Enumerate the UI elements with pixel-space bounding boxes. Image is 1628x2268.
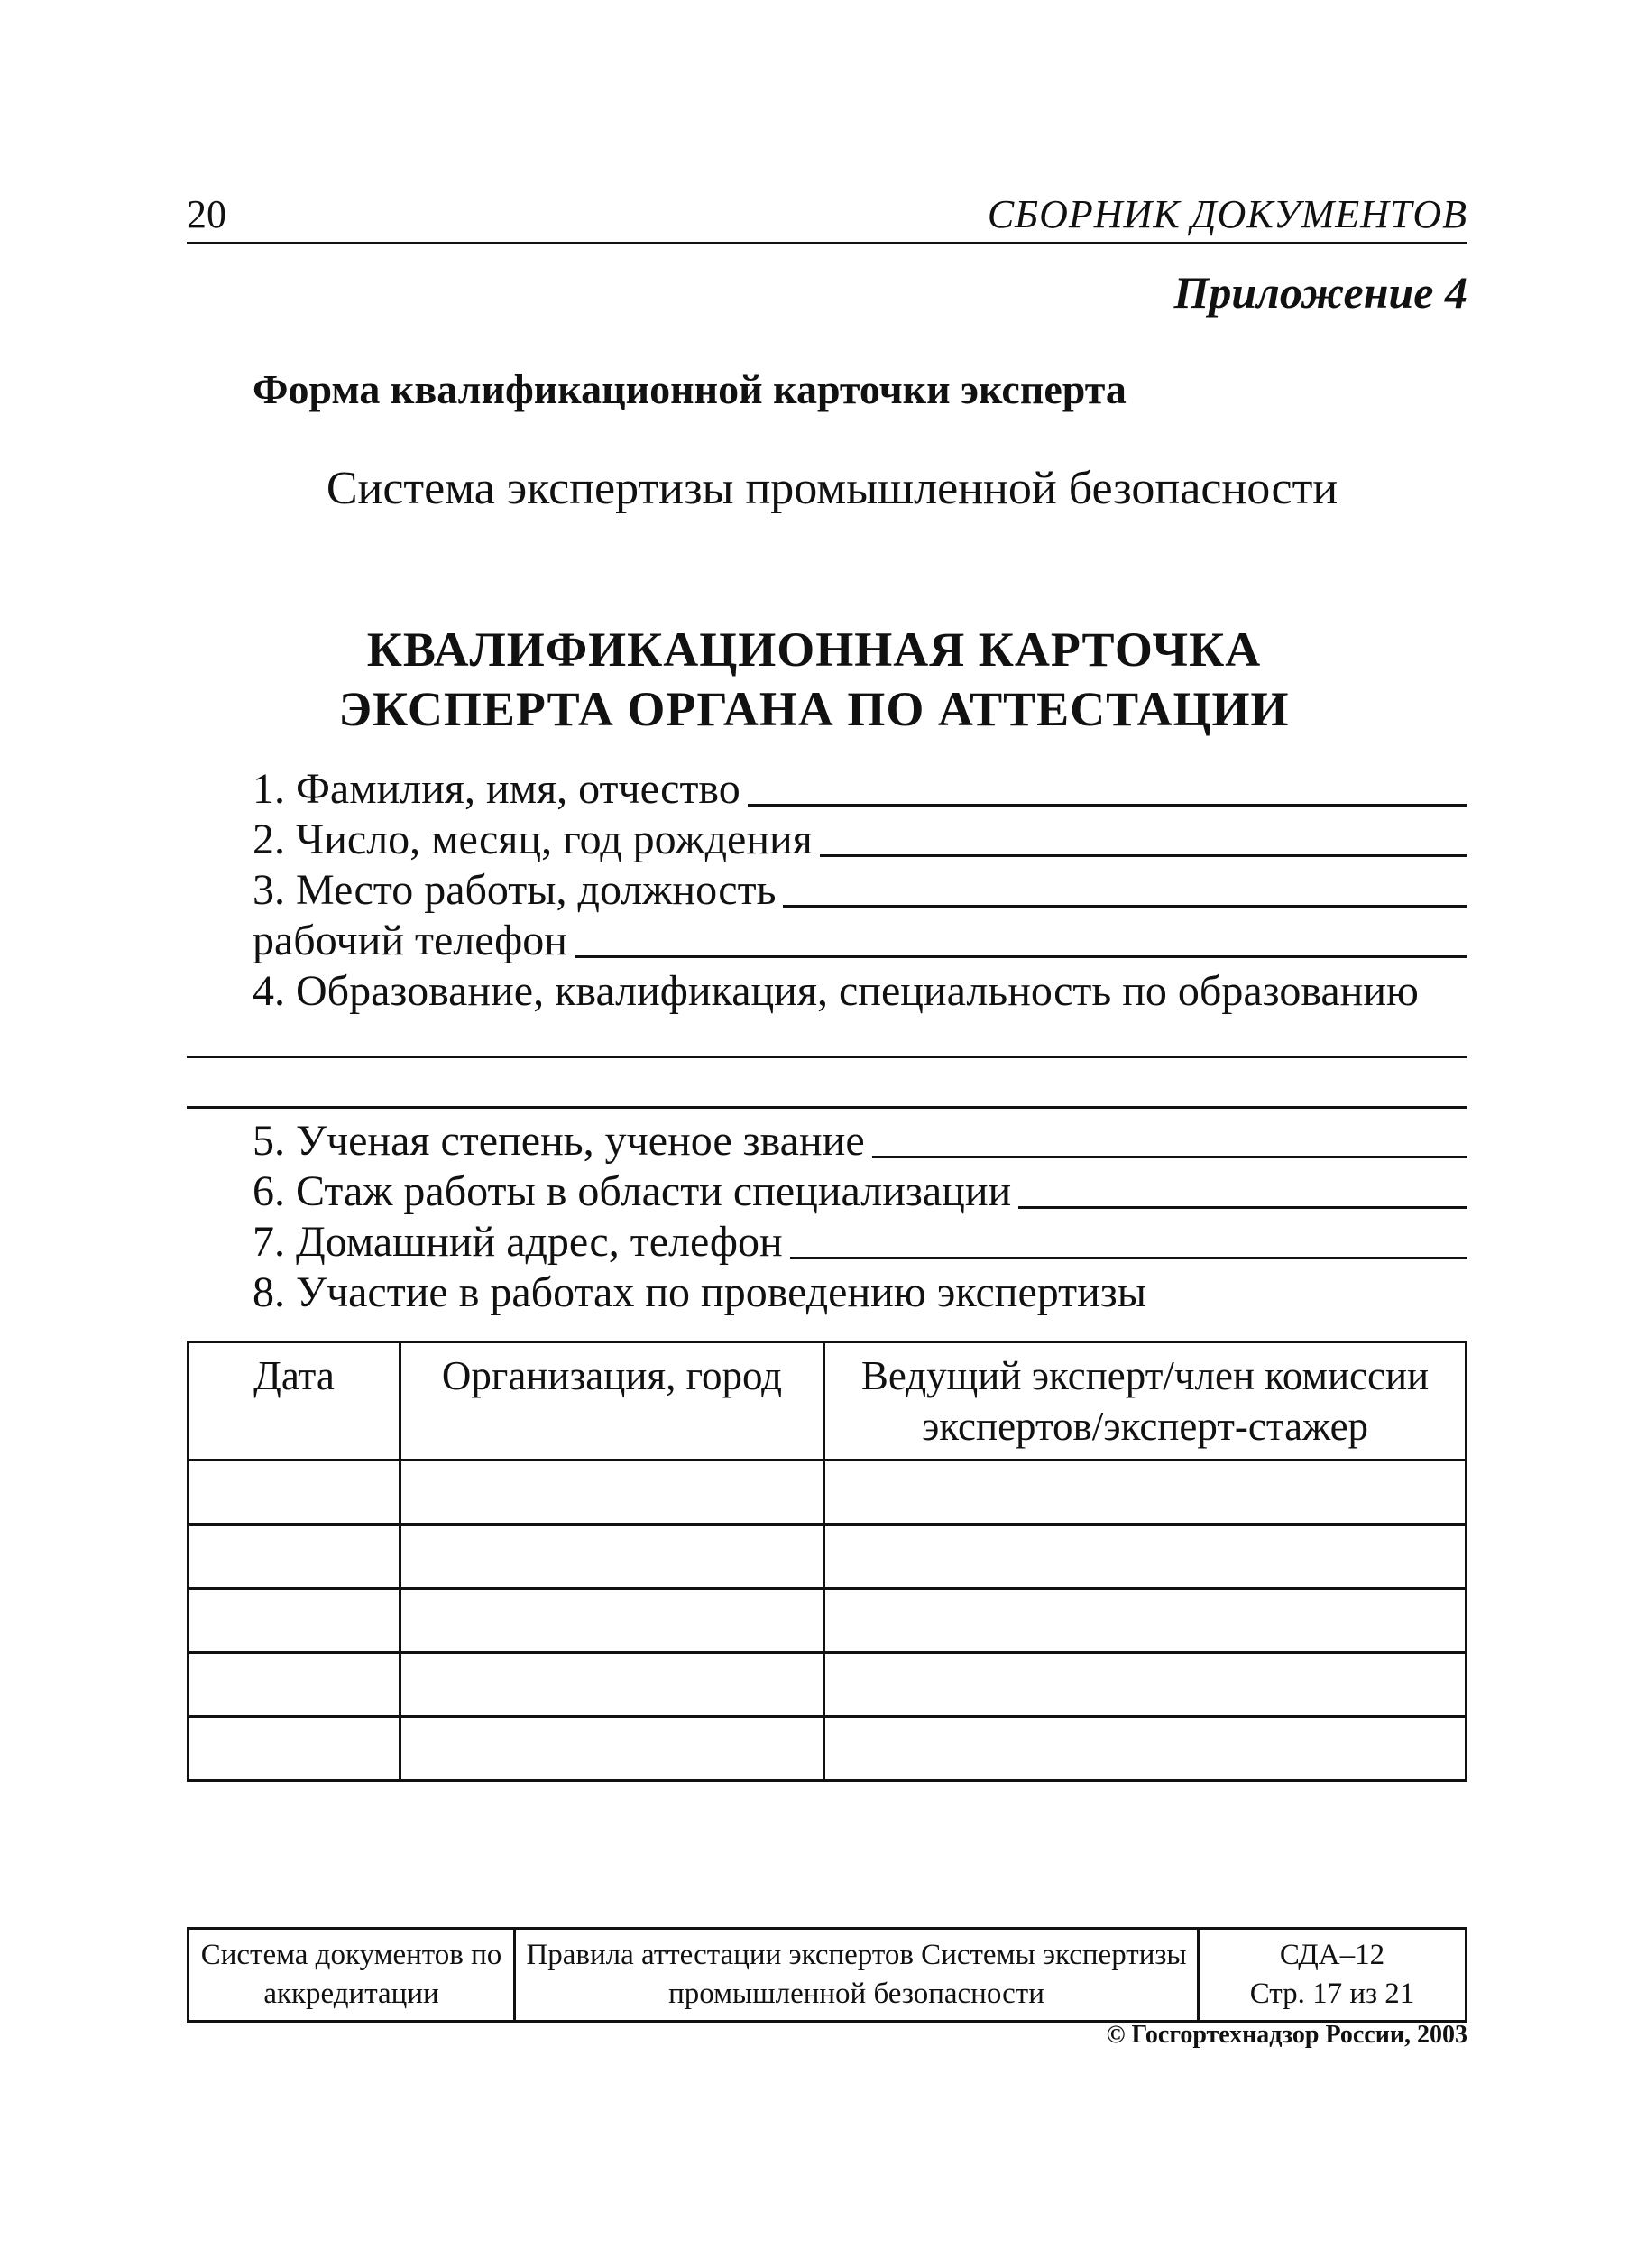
- fill-line: [575, 954, 1467, 958]
- fill-line: [1018, 1205, 1467, 1209]
- table-row: [189, 1717, 1467, 1781]
- header-rule: [187, 242, 1467, 244]
- table-header-row: [189, 1342, 1467, 1461]
- table-cell[interactable]: [400, 1589, 824, 1653]
- field-experience[interactable]: [253, 1162, 1467, 1216]
- field-label: рабочий телефон: [253, 917, 567, 964]
- field-label: 2. Число, месяц, год рождения: [253, 816, 813, 863]
- participation-table: [187, 1341, 1467, 1782]
- card-title: [0, 621, 1628, 740]
- field-participation: [253, 1263, 1467, 1317]
- field-label: 7. Домашний адрес, телефон: [253, 1218, 783, 1266]
- column-header-date: Дата: [189, 1342, 400, 1461]
- field-workplace[interactable]: [253, 861, 1467, 915]
- copyright: © Госгортехнадзор России, 2003: [1106, 2021, 1467, 2049]
- footer-document-system: Система документов по аккредитации: [189, 1929, 515, 2022]
- education-fill-line-1[interactable]: [187, 1056, 1467, 1058]
- running-title: СБОРНИК ДОКУМЕНТОВ: [987, 192, 1467, 236]
- table-row: [189, 1461, 1467, 1525]
- table-cell[interactable]: [189, 1717, 400, 1781]
- fill-line: [790, 1256, 1467, 1259]
- field-home-address[interactable]: [253, 1212, 1467, 1267]
- field-label: 3. Место работы, должность: [253, 866, 777, 914]
- table-cell[interactable]: [824, 1525, 1467, 1589]
- table-cell[interactable]: [189, 1525, 400, 1589]
- form-title: Форма квалификационной карточки эксперта: [253, 366, 1127, 412]
- field-work-phone[interactable]: [253, 911, 1467, 965]
- education-fill-line-2[interactable]: [187, 1106, 1467, 1109]
- table-cell[interactable]: [400, 1653, 824, 1717]
- field-label: 8. Участие в работах по проведению экспертизы: [253, 1268, 1146, 1316]
- page-counter: Стр. 17 из 21: [1249, 1978, 1415, 2010]
- field-label: 5. Ученая степень, ученое звание: [253, 1117, 865, 1165]
- table-cell[interactable]: [824, 1717, 1467, 1781]
- table-row: [189, 1653, 1467, 1717]
- field-label: 4. Образование, квалификация, специальность по образованию: [253, 967, 1419, 1015]
- table-cell[interactable]: [824, 1653, 1467, 1717]
- table-cell[interactable]: [400, 1717, 824, 1781]
- table-cell[interactable]: [400, 1525, 824, 1589]
- field-birth-date[interactable]: [253, 810, 1467, 864]
- table-row: [189, 1525, 1467, 1589]
- footer-document-code: [1199, 1929, 1467, 2022]
- table-cell[interactable]: [189, 1653, 400, 1717]
- fill-line: [783, 904, 1467, 908]
- field-full-name[interactable]: [253, 760, 1467, 814]
- card-title-line-2: ЭКСПЕРТА ОРГАНА ПО АТТЕСТАЦИИ: [338, 681, 1290, 736]
- table-cell[interactable]: [824, 1461, 1467, 1525]
- fill-line: [748, 803, 1467, 807]
- field-label: 1. Фамилия, имя, отчество: [253, 765, 740, 813]
- table-cell[interactable]: [189, 1461, 400, 1525]
- table-row: [189, 1589, 1467, 1653]
- table-cell[interactable]: [400, 1461, 824, 1525]
- column-header-role: Ведущий эксперт/член комиссии экспертов/эксперт-стажер: [824, 1342, 1467, 1461]
- column-header-organization: Организация, город: [400, 1342, 824, 1461]
- field-degree[interactable]: [253, 1111, 1467, 1166]
- field-label: 6. Стаж работы в области специализации: [253, 1167, 1012, 1215]
- table-cell[interactable]: [189, 1589, 400, 1653]
- document-code: СДА–12: [1279, 1939, 1385, 1972]
- appendix-label: Приложение 4: [1173, 267, 1467, 318]
- footer-document-title: Правила аттестации экспертов Системы экспертизы промышленной безопасности: [515, 1929, 1199, 2022]
- fill-line: [820, 853, 1467, 857]
- fill-line: [872, 1155, 1467, 1158]
- table-cell[interactable]: [824, 1589, 1467, 1653]
- field-education: [253, 962, 1467, 1016]
- system-name: Система экспертизы промышленной безопасности: [326, 463, 1338, 514]
- page-number: 20: [187, 192, 226, 236]
- footer-table: [187, 1927, 1467, 2023]
- card-title-line-1: КВАЛИФИКАЦИОННАЯ КАРТОЧКА: [366, 622, 1262, 677]
